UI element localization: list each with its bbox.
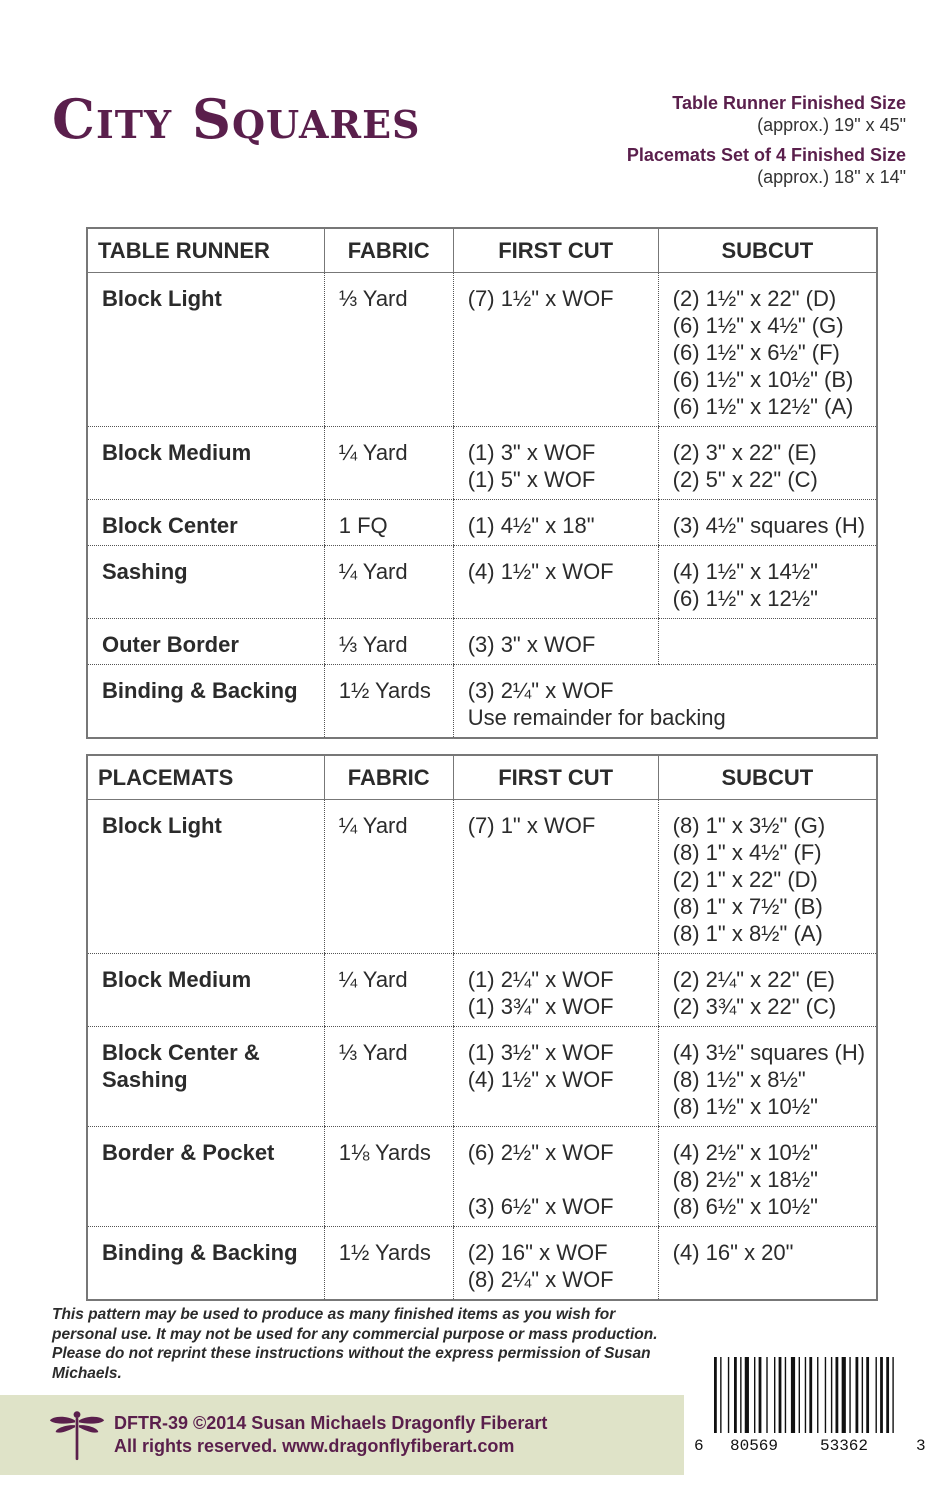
runner-size-label: Table Runner Finished Size [672, 93, 906, 113]
fabric-amount: ⅓ Yard [324, 273, 453, 427]
fabric-amount: 1 FQ [324, 500, 453, 546]
subcut-line: (2) 3¾" x 22" (C) [672, 994, 837, 1019]
table-runner-cutting-table [86, 227, 878, 739]
subcut-line: (4) 2½" x 10½" [672, 1140, 818, 1165]
subcut-line: (8) 1" x 8½" (A) [672, 921, 823, 946]
fabric-amount: ⅓ Yard [324, 619, 453, 665]
subcut-line: (6) 1½" x 10½" (B) [672, 367, 854, 392]
fabric-name: Block Center & Sashing [87, 1027, 324, 1127]
subcut-cell [658, 800, 877, 954]
first-cut-cell [453, 273, 658, 427]
table-row [87, 1227, 877, 1301]
subcut-cell [658, 1127, 877, 1227]
first-cut-cell [453, 665, 877, 739]
first-cut-line: (1) 3¾" x WOF [467, 994, 614, 1019]
subcut-line: (4) 1½" x 14½" [672, 559, 818, 584]
barcode-digit: 80569 [730, 1437, 779, 1455]
table-row [87, 1027, 877, 1127]
column-header: PLACEMATS [87, 755, 324, 800]
first-cut-line: (3) 3" x WOF [467, 632, 596, 657]
placemat-size-label: Placemats Set of 4 Finished Size [626, 145, 906, 165]
first-cut-cell [453, 546, 658, 619]
finished-sizes [627, 92, 906, 196]
fabric-name: Block Light [87, 273, 324, 427]
subcut-line: (8) 6½" x 10½" [672, 1194, 818, 1219]
first-cut-line: (1) 3" x WOF [467, 440, 596, 465]
subcut-line: (8) 1" x 4½" (F) [672, 840, 822, 865]
subcut-line: (8) 2½" x 18½" [672, 1167, 818, 1192]
table-row [87, 1127, 877, 1227]
first-cut-line: (3) 6½" x WOF [467, 1194, 614, 1219]
first-cut-cell [453, 954, 658, 1027]
subcut-cell [658, 427, 877, 500]
subcut-line: (2) 1½" x 22" (D) [672, 286, 837, 311]
column-header: FABRIC [324, 755, 453, 800]
subcut-line: (2) 5" x 22" (C) [672, 467, 818, 492]
fabric-amount: ¼ Yard [324, 546, 453, 619]
table-row [87, 619, 877, 665]
fabric-amount: 1½ Yards [324, 1227, 453, 1301]
footer-copyright [114, 1412, 547, 1458]
first-cut-line: (7) 1½" x WOF [467, 286, 614, 311]
column-header: FIRST CUT [453, 755, 658, 800]
column-header: SUBCUT [658, 755, 877, 800]
pattern-title: City Squares [52, 87, 421, 151]
table-row [87, 273, 877, 427]
fabric-name: Block Light [87, 800, 324, 954]
first-cut-line: (1) 3½" x WOF [467, 1040, 614, 1065]
column-header: FIRST CUT [453, 228, 658, 273]
first-cut-cell [453, 1027, 658, 1127]
subcut-line: (6) 1½" x 4½" (G) [672, 313, 844, 338]
subcut-cell [658, 1027, 877, 1127]
first-cut-line: (8) 2¼" x WOF [467, 1267, 614, 1292]
first-cut-line: (2) 16" x WOF [467, 1240, 608, 1265]
first-cut-line: (6) 2½" x WOF [467, 1140, 614, 1165]
subcut-line: (4) 16" x 20" [672, 1240, 794, 1265]
usage-notice: This pattern may be used to produce as many finished items as you wish for personal use. It may not be used for any commercial purpose or mass production. Please do not reprint these instructions without the express permission of Susan Michaels. [52, 1306, 658, 1382]
fabric-name: Block Center [87, 500, 324, 546]
first-cut-cell [453, 1227, 658, 1301]
subcut-cell [658, 500, 877, 546]
fabric-name: Binding & Backing [102, 678, 298, 703]
first-cut-line: (4) 1½" x WOF [467, 1067, 614, 1092]
barcode-digit: 3 [916, 1437, 926, 1455]
first-cut-cell [453, 500, 658, 546]
barcode-digit: 53362 [820, 1437, 869, 1455]
subcut-line: (4) 3½" squares (H) [672, 1040, 866, 1065]
subcut-line: (6) 1½" x 12½" (A) [672, 394, 854, 419]
subcut-line: (8) 1" x 7½" (B) [672, 894, 823, 919]
table-row [87, 500, 877, 546]
fabric-name: Block Medium [87, 427, 324, 500]
first-cut-line: (1) 2¼" x WOF [467, 967, 614, 992]
fabric-amount: ¼ Yard [324, 954, 453, 1027]
barcode-digit: 6 [694, 1437, 704, 1455]
first-cut-line [468, 1166, 648, 1193]
table-row [87, 427, 877, 500]
runner-size-value: (approx.) 19" x 45" [757, 115, 906, 135]
fabric-amount: ⅓ Yard [324, 1027, 453, 1127]
fabric-name: Outer Border [87, 619, 324, 665]
column-header: TABLE RUNNER [87, 228, 324, 273]
fabric-amount: ¼ Yard [324, 427, 453, 500]
fabric-name: Block Medium [87, 954, 324, 1027]
fabric-name: Binding & Backing [102, 1240, 298, 1265]
subcut-cell [658, 1227, 877, 1301]
fabric-name: Border & Pocket [87, 1127, 324, 1227]
fabric-amount: 1½ Yards [324, 665, 453, 739]
subcut-cell [658, 619, 877, 665]
subcut-line: (2) 2¼" x 22" (E) [672, 967, 836, 992]
footer-line-1: DFTR-39 ©2014 Susan Michaels Dragonfly Fiberart [114, 1413, 548, 1433]
dragonfly-icon [48, 1405, 106, 1463]
table-row [87, 546, 877, 619]
subcut-line: (6) 1½" x 6½" (F) [672, 340, 840, 365]
fabric-amount: ¼ Yard [324, 800, 453, 954]
subcut-line: (8) 1" x 3½" (G) [672, 813, 826, 838]
subcut-line: (3) 4½" squares (H) [672, 513, 866, 538]
subcut-cell [658, 954, 877, 1027]
table-header-row [87, 755, 877, 800]
subcut-line: (6) 1½" x 12½" [672, 586, 818, 611]
first-cut-line: (4) 1½" x WOF [467, 559, 614, 584]
table-row [87, 800, 877, 954]
footer-line-2: All rights reserved. www.dragonflyfiberart.com [114, 1436, 515, 1456]
first-cut-line: (1) 4½" x 18" [467, 513, 595, 538]
subcut-cell [658, 546, 877, 619]
first-cut-line: (7) 1" x WOF [467, 813, 596, 838]
subcut-line: (2) 1" x 22" (D) [672, 867, 818, 892]
subcut-line: (2) 3" x 22" (E) [672, 440, 817, 465]
subcut-line: (8) 1½" x 8½" [672, 1067, 806, 1092]
subcut-cell [658, 273, 877, 427]
first-cut-cell [453, 427, 658, 500]
first-cut-line: (3) 2¼" x WOF [467, 678, 614, 703]
placemats-cutting-table [86, 754, 878, 1301]
table-row [87, 665, 877, 739]
first-cut-cell [453, 1127, 658, 1227]
first-cut-cell [453, 619, 658, 665]
fabric-amount: 1⅛ Yards [324, 1127, 453, 1227]
column-header: SUBCUT [658, 228, 877, 273]
first-cut-line: Use remainder for backing [467, 705, 726, 730]
placemat-size-value: (approx.) 18" x 14" [757, 167, 906, 187]
subcut-line: (8) 1½" x 10½" [672, 1094, 818, 1119]
first-cut-line: (1) 5" x WOF [467, 467, 596, 492]
column-header: FABRIC [324, 228, 453, 273]
table-header-row [87, 228, 877, 273]
table-row [87, 954, 877, 1027]
fabric-name: Sashing [87, 546, 324, 619]
first-cut-cell [453, 800, 658, 954]
